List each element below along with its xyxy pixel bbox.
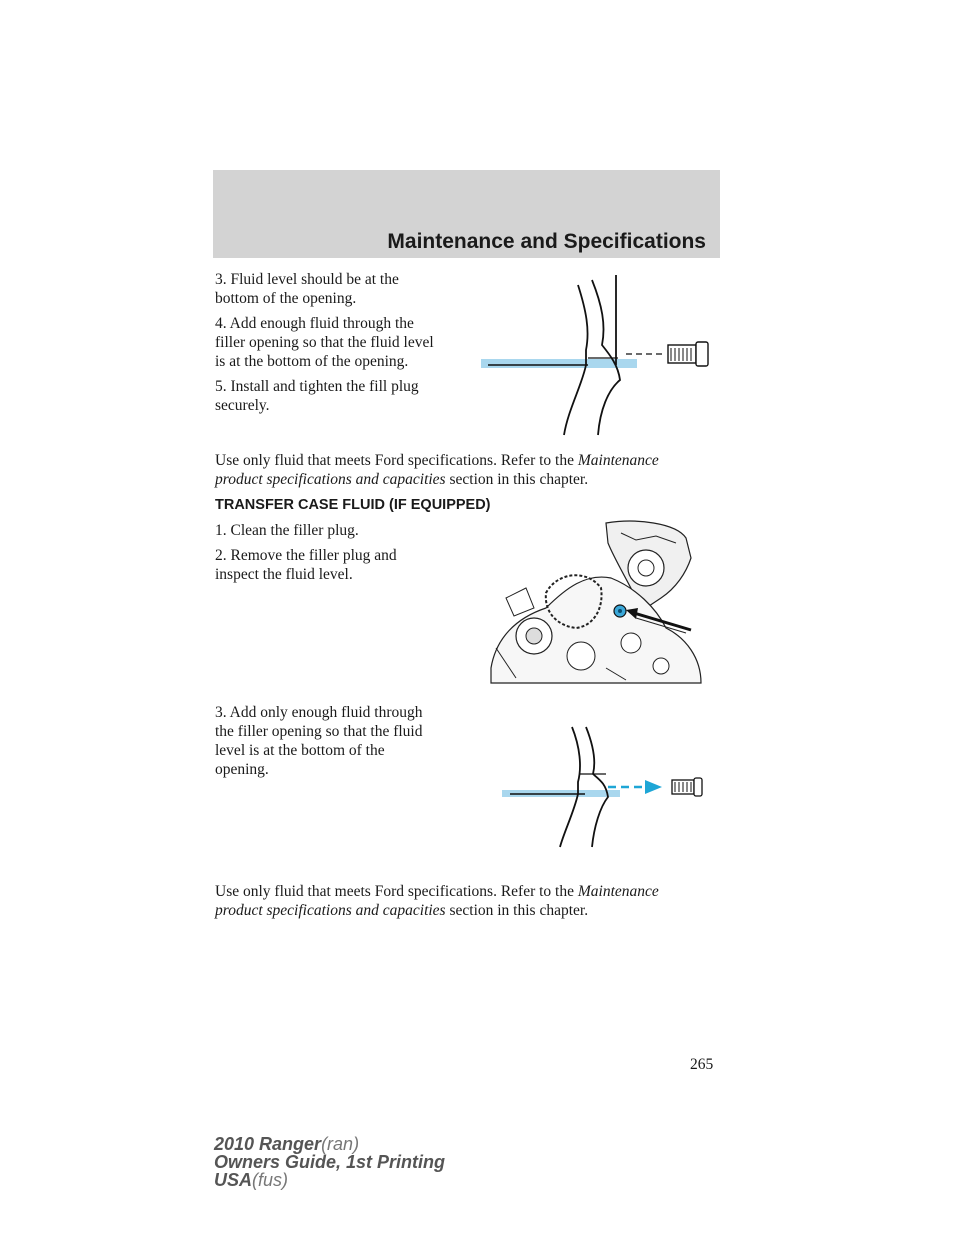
step-3-add-fluid: 3. Add only enough fluid through the filler opening so that the fluid level is at the bottom of the opening. [215,704,423,778]
document-footer: 2010 Ranger(ran) Owners Guide, 1st Printing USA(fus) [214,1134,446,1190]
step-1-clean-plug: 1. Clean the filler plug. [215,522,359,539]
step-2-remove-plug: 2. Remove the filler plug and inspect the fluid level. [215,547,397,583]
section-heading-transfer-case: TRANSFER CASE FLUID (IF EQUIPPED) [215,497,491,513]
fill-plug-arrow-diagram [500,722,710,852]
page-header-title: Maintenance and Specifications [387,230,706,253]
note-fluid-spec-1: Use only fluid that meets Ford specifications. Refer to the Maintenance product specifications and capacities section in this chapter. [215,452,659,488]
note-fluid-spec-2: Use only fluid that meets Ford specifications. Refer to the Maintenance product specifications and capacities section in this chapter. [215,883,659,919]
step-5-install-plug: 5. Install and tighten the fill plug securely. [215,378,419,414]
transfer-case-illustration [486,518,706,688]
page-number: 265 [690,1056,714,1073]
fill-plug-diagram [478,270,720,440]
header-band [213,170,720,258]
step-3-fluid-level: 3. Fluid level should be at the bottom of the opening. [215,271,399,307]
step-4-add-fluid: 4. Add enough fluid through the filler opening so that the fluid level is at the bottom of the opening. [215,315,434,370]
